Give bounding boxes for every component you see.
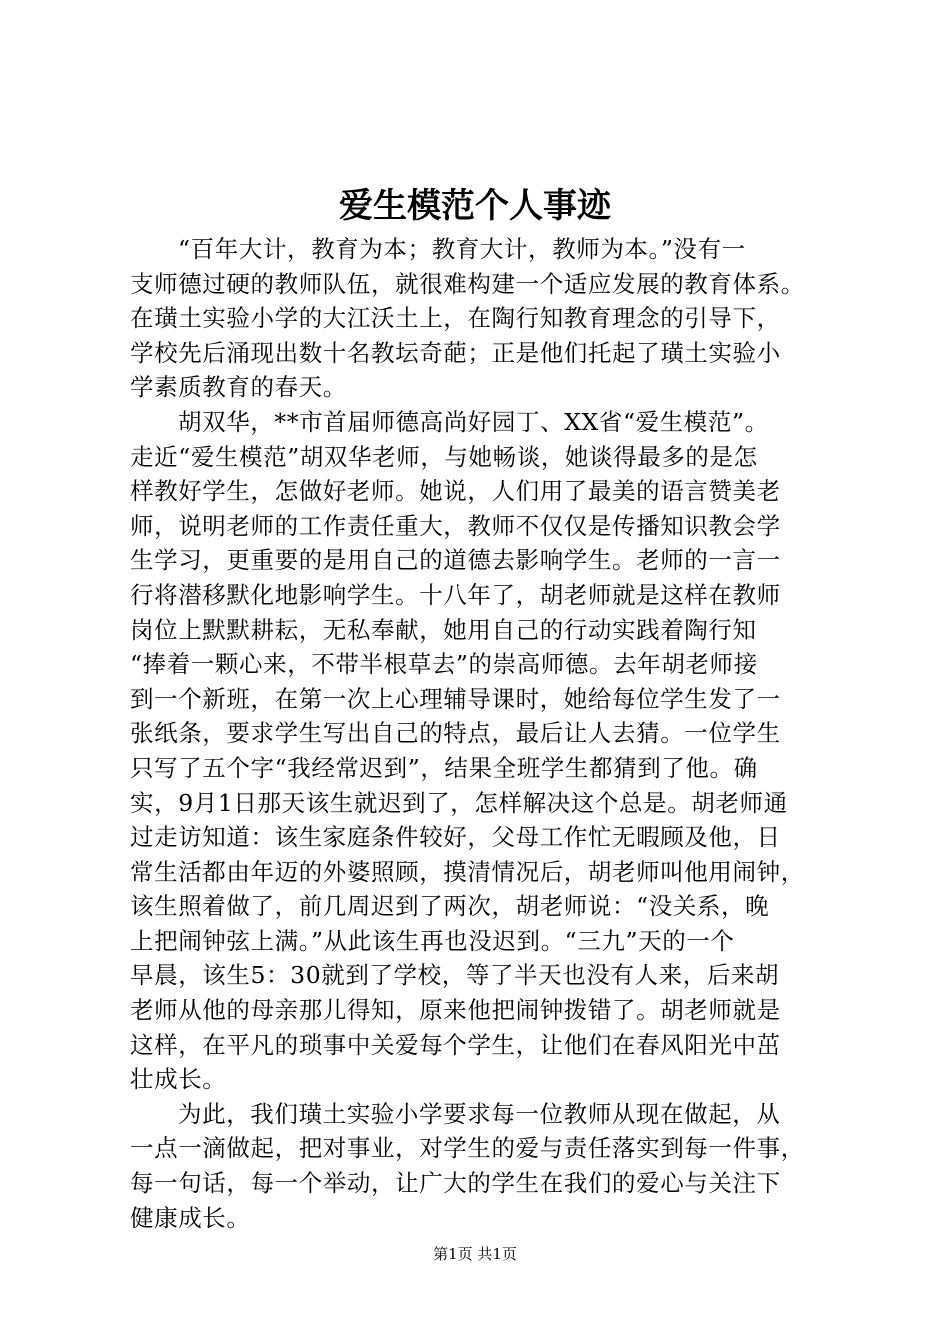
paragraph-line: 支师德过硬的教师队伍，就很难构建一个适应发展的教育体系。: [130, 269, 805, 298]
paragraph-line: 胡双华，**市首届师德高尚好园丁、XX省“爱生模范”。: [178, 407, 769, 436]
paragraph-line: “捧着一颗心来，不带半根草去”的崇高师德。去年胡老师接: [130, 650, 758, 679]
paragraph-line: 为此，我们璜土实验小学要求每一位教师从现在做起，从: [178, 1099, 781, 1128]
paragraph: [130, 232, 855, 405]
paragraph-line: 常生活都由年迈的外婆照顾，摸清情况后，胡老师叫他用闹钟，: [130, 857, 805, 886]
paragraph-line: 这样，在平凡的琐事中关爱每个学生，让他们在春风阳光中茁: [130, 1030, 781, 1059]
paragraph-line: 张纸条，要求学生写出自己的特点，最后让人去猜。一位学生: [130, 719, 781, 748]
document-title: 爱生模范个人事迹: [339, 186, 611, 226]
paragraph-line: 壮成长。: [130, 1065, 227, 1094]
paragraph-line: 早晨，该生5：30就到了学校，等了半天也没有人来，后来胡: [130, 961, 780, 990]
paragraph-line: 老师从他的母亲那儿得知，原来他把闹钟拨错了。胡老师就是: [130, 996, 781, 1025]
paragraph-line: 每一句话，每一个举动，让广大的学生在我们的爱心与关注下: [130, 1169, 781, 1198]
paragraph-line: “百年大计，教育为本；教育大计，教师为本。”没有一: [178, 235, 746, 263]
paragraph-line: 到一个新班，在第一次上心理辅导课时，她给每位学生发了一: [130, 684, 781, 713]
paragraph-line: 过走访知道：该生家庭条件较好，父母工作忙无暇顾及他，日: [130, 823, 781, 852]
paragraph-line: 上把闹钟弦上满。”从此该生再也没迟到。“三九”天的一个: [130, 926, 735, 955]
paragraph-line: 样教好学生，怎做好老师。她说，人们用了最美的语言赞美老: [130, 477, 781, 506]
document-body: [130, 232, 855, 1235]
paragraph-line: 学校先后涌现出数十名教坛奇葩；正是他们托起了璜土实验小: [130, 338, 781, 367]
paragraph-line: 一点一滴做起，把对事业，对学生的爱与责任落实到每一件事，: [130, 1134, 805, 1163]
paragraph-line: 岗位上默默耕耘，无私奉献，她用自己的行动实践着陶行知: [130, 615, 757, 644]
page-footer: 第1页 共1页: [433, 1245, 517, 1263]
paragraph-line: 走近“爱生模范”胡双华老师，与她畅谈，她谈得最多的是怎: [130, 442, 758, 471]
paragraph-line: 行将潜移默化地影响学生。十八年了，胡老师就是这样在教师: [130, 580, 781, 609]
paragraph-line: 只写了五个字“我经常迟到”，结果全班学生都猜到了他。确: [130, 753, 758, 782]
paragraph-line: 学素质教育的春天。: [130, 373, 347, 402]
paragraph-line: 实，9月1日那天该生就迟到了，怎样解决这个总是。胡老师通: [130, 788, 788, 817]
paragraph: [130, 405, 855, 1097]
paragraph: [130, 1097, 855, 1235]
paragraph-line: 健康成长。: [130, 1203, 251, 1232]
paragraph-line: 师，说明老师的工作责任重大，教师不仅仅是传播知识教会学: [130, 511, 781, 540]
paragraph-line: 在璜土实验小学的大江沃土上，在陶行知教育理念的引导下，: [130, 304, 781, 333]
paragraph-line: 该生照着做了，前几周迟到了两次，胡老师说：“没关系，晚: [130, 892, 770, 921]
paragraph-line: 生学习，更重要的是用自己的道德去影响学生。老师的一言一: [130, 546, 781, 575]
